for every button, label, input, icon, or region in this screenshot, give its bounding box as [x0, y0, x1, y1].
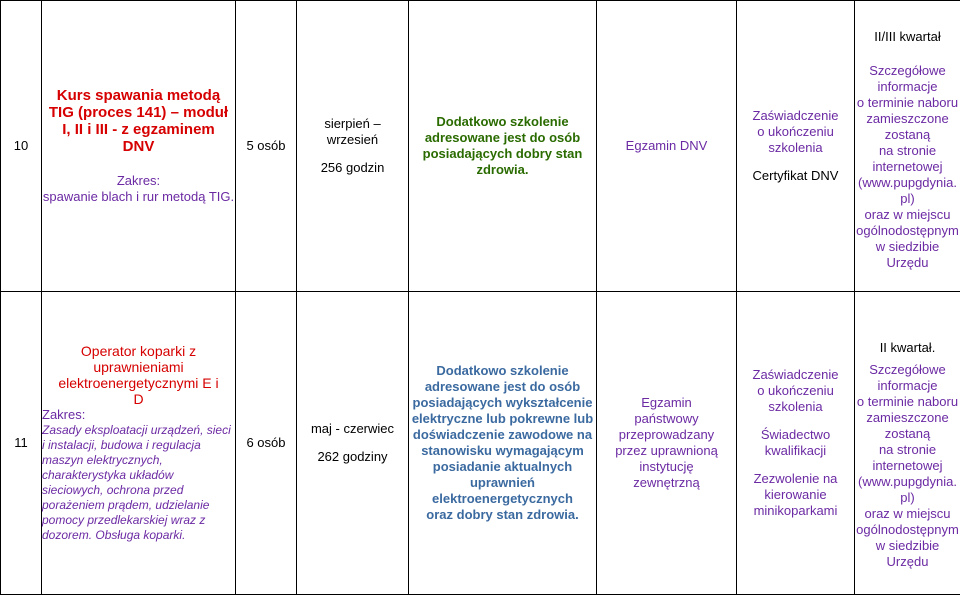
table-row [1, 292, 960, 595]
course-cell [42, 1, 236, 292]
table-row [1, 1, 960, 292]
quarter: II kwartał. [855, 340, 960, 356]
scope-label: Zakres: [42, 407, 235, 423]
requirements-cell: Dodatkowo szkolenie adresowane jest do osób posiadających wykształcenie elektryczne lub pokrewne lub doświadczenie zawodowe na stanowisku wymagającym posiadanie aktualnych uprawnień elektroenergetycznych oraz dobry stan zdrowia. [409, 292, 597, 595]
schedule-cell: maj - czerwiec 262 godziny [297, 292, 409, 595]
hours: 262 godziny [297, 449, 408, 465]
exam-cell: Egzamin państwowy przeprowadzany przez uprawnioną instytucję zewnętrzną [597, 292, 737, 595]
qualification-certificate: Świadectwo [737, 427, 854, 443]
scope-text: spawanie blach i rur metodą TIG. [42, 189, 235, 205]
info-cell: II/III kwartał Szczegółowe informacje o terminie naboru zamieszczone zostaną na stronie internetowej (www.pupgdynia. pl) oraz w miejscu ogólnodostępnym w siedzibie Urzędu [855, 1, 960, 292]
participants-cell: 5 osób [236, 1, 297, 292]
exam-cell: Egzamin DNV [597, 1, 737, 292]
certificate: Certyfikat DNV [737, 168, 854, 184]
requirements-cell: Dodatkowo szkolenie adresowane jest do osób posiadających dobry stan zdrowia. [409, 1, 597, 292]
hours: 256 godzin [297, 160, 408, 176]
scope-label: Zakres: [42, 173, 235, 189]
scope-text: Zasady eksploatacji urządzeń, sieci i instalacji, budowa i regulacja maszyn elektrycznych, charakterystyka układów sieciowych, ochrona przed porażeniem prądem, udzielanie pomocy przedlekarskiej wraz z dozorem. Obsługa koparki. [42, 423, 235, 543]
quarter: II/III kwartał [855, 29, 960, 45]
course-title: Kurs spawania metodą TIG (proces 141) – moduł I, II i III - z egzaminem DNV [42, 87, 235, 155]
row-number: 10 [1, 1, 42, 292]
row-number: 11 [1, 292, 42, 595]
schedule-cell: sierpień – wrzesień 256 godzin [297, 1, 409, 292]
course-title: Operator koparki z uprawnieniami elektroenergetycznymi E i D [42, 343, 235, 407]
info-cell: II kwartał. Szczegółowe informacje o terminie naboru zamieszczone zostaną na stronie internetowej (www.pupgdynia. pl) oraz w miejscu ogólnodostępnym w siedzibie Urzędu [855, 292, 960, 595]
course-cell [42, 292, 236, 595]
permit: Zezwolenie na [737, 471, 854, 487]
document-cell: Zaświadczenie o ukończeniu szkolenia Certyfikat DNV [737, 1, 855, 292]
participants-cell: 6 osób [236, 292, 297, 595]
document-cell: Zaświadczenie o ukończeniu szkolenia Świadectwo kwalifikacji Zezwolenie na kierowanie minikoparkami [737, 292, 855, 595]
